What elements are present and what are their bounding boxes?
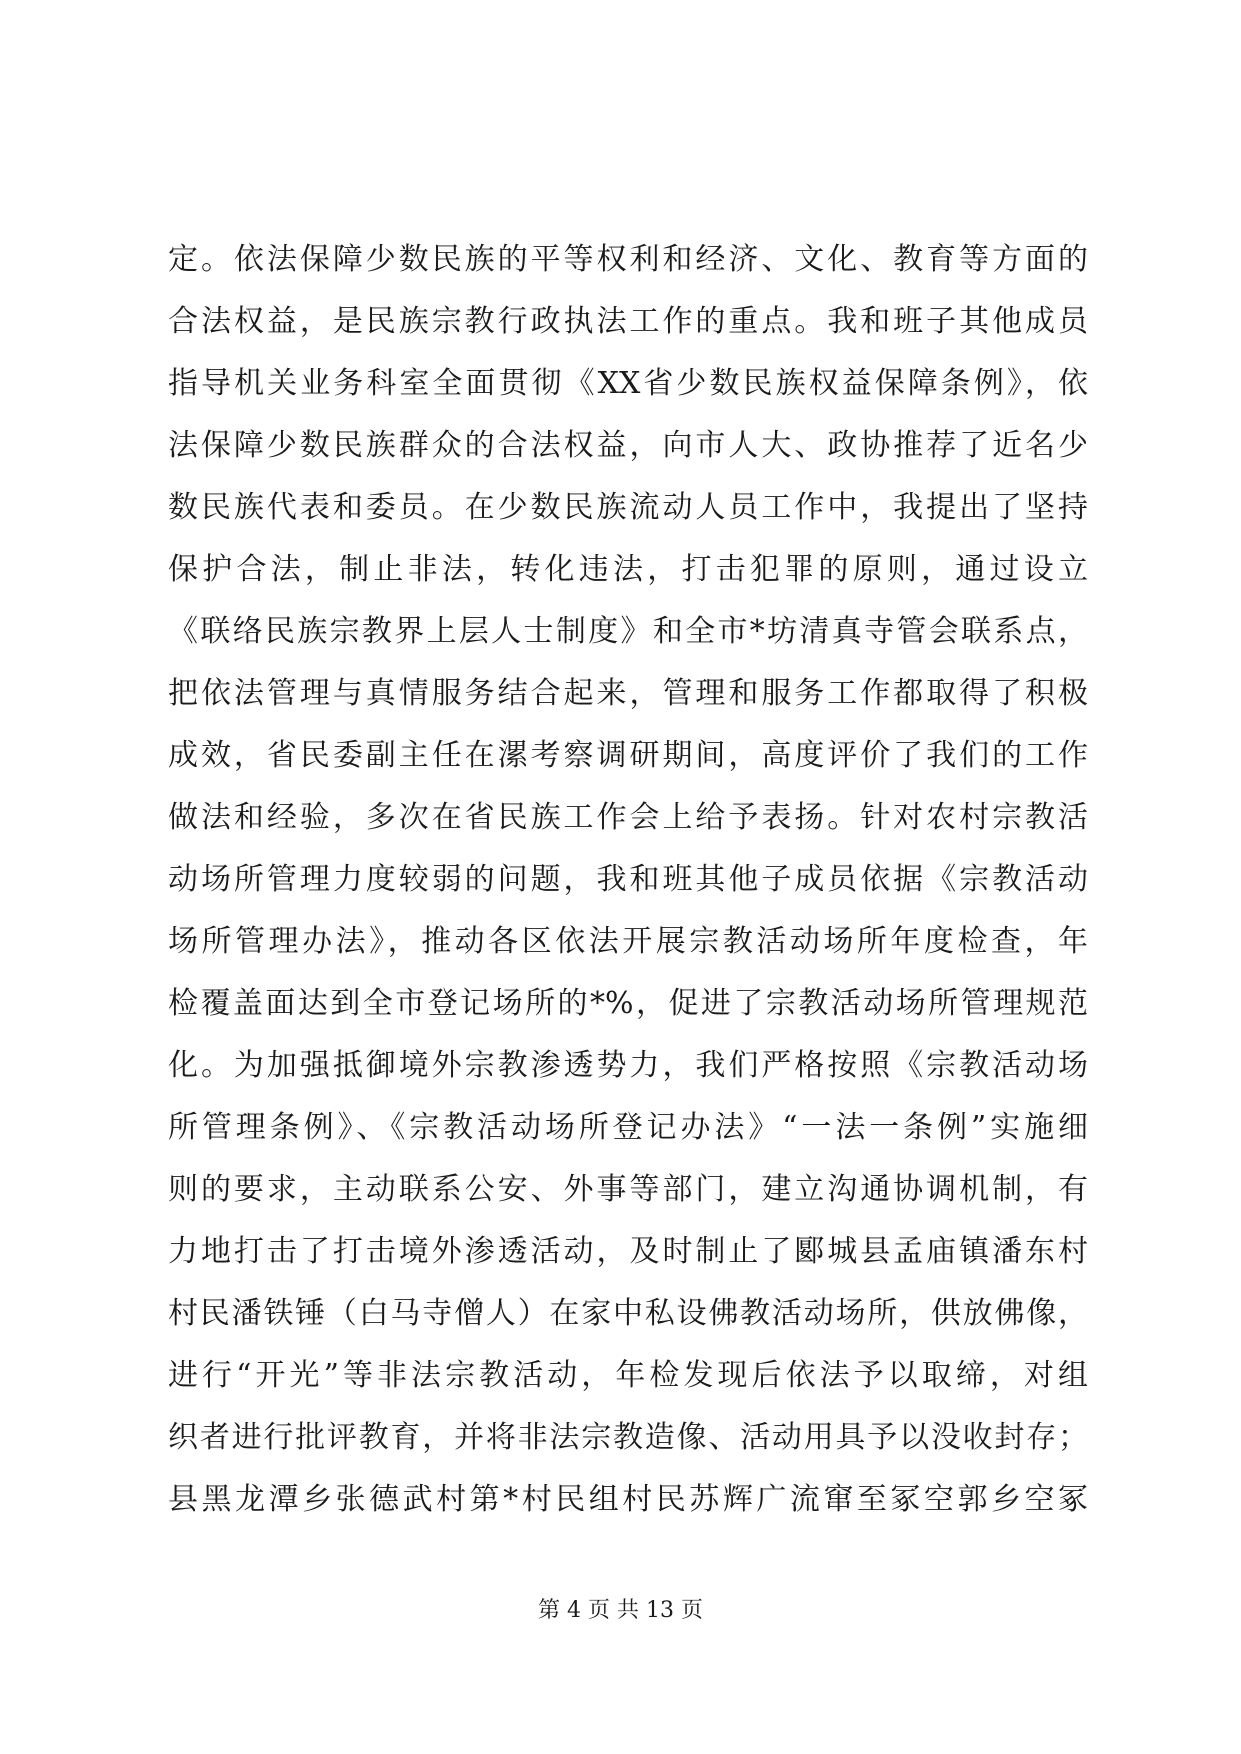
text-line: 指导机关业务科室全面贯彻《XX省少数民族权益保障条例》，依 [168,366,1088,401]
text-line: 织者进行批评教育，并将非法宗教造像、活动用具予以没收封存； [168,1420,1088,1455]
text-line: 进行“开光”等非法宗教活动，年检发现后依法予以取缔，对组 [168,1358,1088,1393]
text-line: 所管理条例》、《宗教活动场所登记办法》“一法一条例”实施细 [168,1110,1088,1145]
text-line: 村民潘铁锤（白马寺僧人）在家中私设佛教活动场所，供放佛像， [168,1296,1088,1331]
text-line: 动场所管理力度较弱的问题，我和班其他子成员依据《宗教活动 [168,862,1088,897]
text-line: 成效，省民委副主任在漯考察调研期间，高度评价了我们的工作 [168,738,1088,773]
page-number-footer: 第 4 页 共 13 页 [538,1598,703,1623]
body-text [168,229,1088,1531]
text-line: 化。为加强抵御境外宗教渗透势力，我们严格按照《宗教活动场 [168,1048,1088,1083]
text-line: 场所管理办法》，推动各区依法开展宗教活动场所年度检查，年 [168,924,1088,959]
text-line: 法保障少数民族群众的合法权益，向市人大、政协推荐了近名少 [168,428,1088,463]
text-line: 数民族代表和委员。在少数民族流动人员工作中，我提出了坚持 [168,490,1088,525]
text-line: 保护合法，制止非法，转化违法，打击犯罪的原则，通过设立 [168,552,1088,587]
text-line: 则的要求，主动联系公安、外事等部门，建立沟通协调机制，有 [168,1172,1088,1207]
text-line: 力地打击了打击境外渗透活动，及时制止了郾城县孟庙镇潘东村 [168,1234,1088,1269]
text-line: 县黑龙潭乡张德武村第*村民组村民苏辉广流窜至冢空郭乡空冢 [168,1482,1088,1517]
text-line: 做法和经验，多次在省民族工作会上给予表扬。针对农村宗教活 [168,800,1088,835]
text-line: 定。依法保障少数民族的平等权利和经济、文化、教育等方面的 [168,242,1088,277]
text-line: 合法权益，是民族宗教行政执法工作的重点。我和班子其他成员 [168,304,1088,339]
text-line: 检覆盖面达到全市登记场所的*%，促进了宗教活动场所管理规范 [168,986,1088,1021]
text-line: 《联络民族宗教界上层人士制度》和全市*坊清真寺管会联系点， [168,614,1088,649]
text-line: 把依法管理与真情服务结合起来，管理和服务工作都取得了积极 [168,676,1088,711]
